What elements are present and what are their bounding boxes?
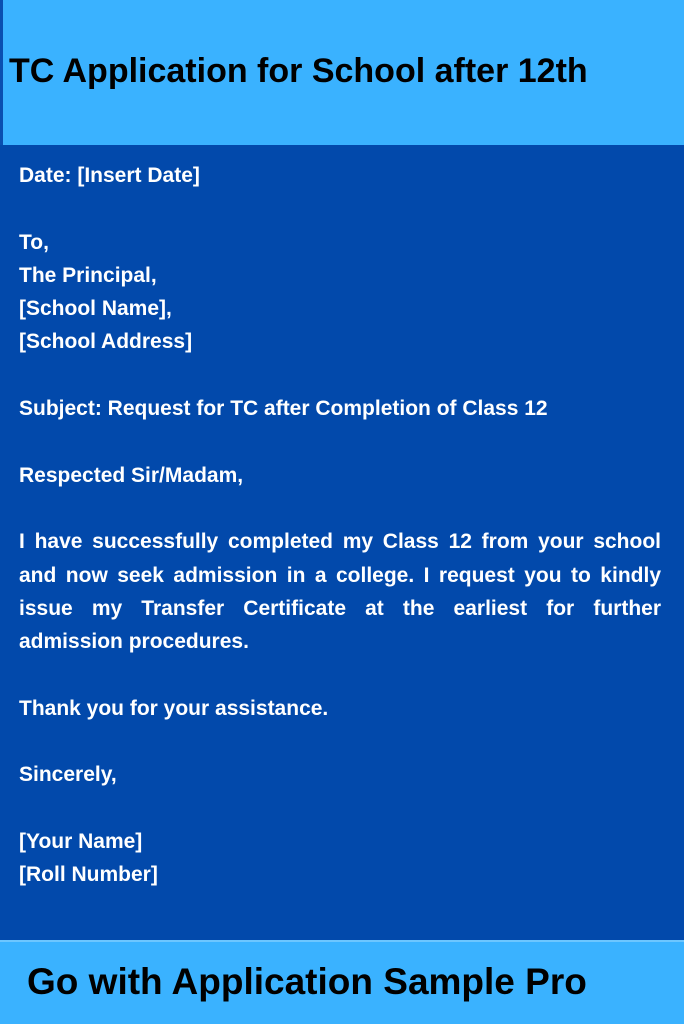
letter-closing: Sincerely,	[19, 763, 117, 787]
letter-body	[0, 145, 684, 940]
letter-your-name: [Your Name]	[19, 829, 143, 853]
letter-school-name: [School Name],	[19, 297, 172, 321]
letter-date: Date: [Insert Date]	[19, 164, 200, 187]
letter-thanks: Thank you for your assistance.	[19, 696, 329, 720]
letter-roll-number: [Roll Number]	[19, 863, 158, 887]
letter-to: To,	[19, 230, 49, 254]
footer-banner	[0, 940, 684, 1024]
letter-salutation: Respected Sir/Madam,	[19, 463, 244, 487]
letter-recipient: The Principal,	[19, 263, 157, 287]
footer-text: Go with Application Sample Pro	[27, 961, 587, 1002]
letter-paragraph: I have successfully completed my Class 12 from your school and now seek admission in a college. I request you to kindly issue my Transfer Certificate at the earliest for further admission procedures.	[19, 530, 661, 654]
letter-subject: Subject: Request for TC after Completion of Class 12	[19, 397, 548, 421]
page-title: TC Application for School after 12th	[9, 52, 588, 90]
letter-signature-block	[19, 825, 661, 892]
letter-school-address: [School Address]	[19, 330, 193, 354]
header-banner	[0, 0, 684, 145]
letter-address-block	[19, 226, 661, 359]
